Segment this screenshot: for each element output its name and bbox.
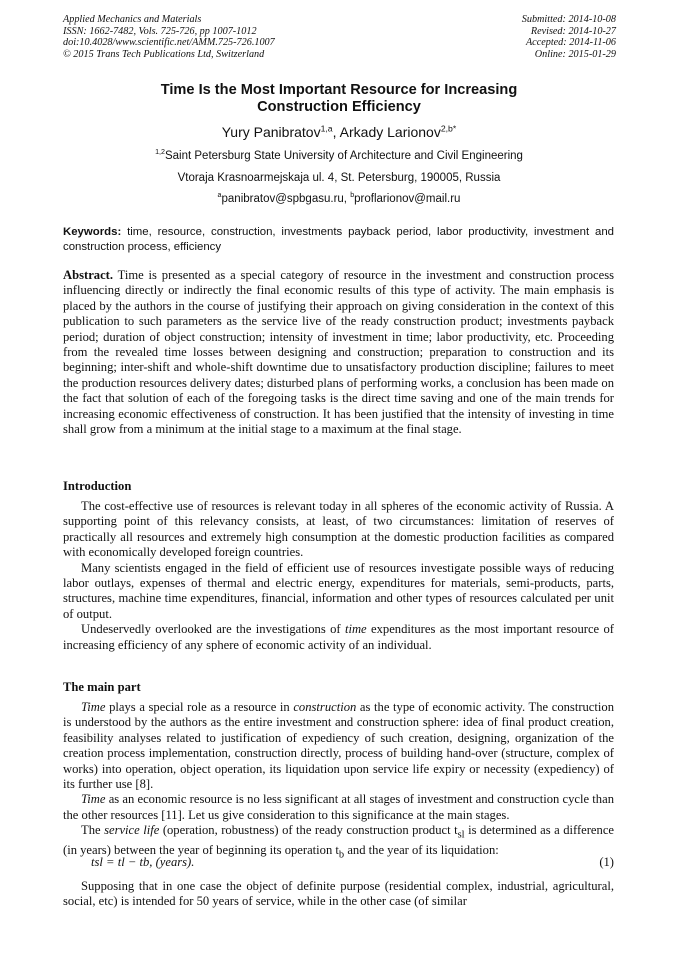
author-emails (60, 192, 618, 206)
doi-line: doi:10.4028/www.scientific.net/AMM.725-726.1007 (63, 37, 275, 48)
email-b[interactable]: proflarionov@mail.ru (354, 193, 461, 205)
abstract-text: Time is presented as a special category of resource in the investment and construction process influencing directly or indirectly the final economic results of this type of activity. The main emphasis is placed by the authors in the course of justifying their approach on giving consideration in the context of this publication to such parameters as the service live of the ready construction product; investments payback period; duration of object construction; intensity of investment in time; labor productivity, etc. Proceeding from the revealed time losses between designing and construction; preparation to construction and its beginning; inter-shift and whole-shift downtime due to unsatisfactory production discipline; failures to meet the production resources delivery dates; disturbed plans of performing works, a conclusion has been made on the fact that solution of each of the foregoing tasks is the direct time saving and one of the main trends for increasing economic effectiveness of construction. It has been justified that the intensity of investing in time shall grow from a minimum at the initial stage to a maximum at the final stage. (63, 268, 614, 437)
email-separator: , (343, 193, 351, 205)
equation-number: (1) (599, 855, 614, 869)
equation-1 (63, 855, 614, 871)
issn-line: ISSN: 1662-7482, Vols. 725-726, pp 1007-1012 (63, 25, 257, 37)
intro-paragraph-2: Many scientists engaged in the field of efficient use of resources investigate possible ways of reducing labor outlays, expenses of thermal and electric energy, expenditures for materials, semi-products, parts, structures, machine time expenditures, financial, information and other types of resources calculated per unit of output. (63, 560, 614, 621)
main-p1-text-b: as the type of economic activity. The construction is understood by the authors as the entire investment and construction sphere: idea of final product creation, feasibility analyses related to justification of expediency of such creation, designing, organization of the creation process implementation, construction directly, process of building hand-over (structure, complex of works) into operation, object operation, its liquidation upon service life expiry or necessity (expediency) of its further use [8]. (63, 700, 614, 792)
main-p3-text-b: (operation, robustness) of the ready construction product t (159, 823, 458, 838)
main-p1-emphasis-1: Time (81, 700, 106, 714)
main-paragraph-1 (63, 700, 614, 792)
email-a-marker: a (217, 191, 222, 200)
author-2: Arkady Larionov (339, 124, 441, 140)
author-1-marker: 1,a (320, 123, 333, 134)
affiliation-marker: 1,2 (155, 148, 165, 157)
author-separator: , (332, 124, 340, 140)
main-part-body (63, 700, 614, 863)
main-p3-text-d: and the year of its liquidation: (344, 843, 499, 858)
main-p2-text: as an economic resource is no less significant at all stages of investment and construction cycle than the other resources [11]. Let us give consideration to this significance at the main stages. (63, 792, 614, 822)
submitted-date: Submitted: 2014-10-08 (521, 14, 616, 25)
main-p2-emphasis: Time (81, 792, 106, 807)
keywords-label: Keywords: (63, 226, 122, 238)
title-line-1: Time Is the Most Important Resource for Increasing (160, 82, 518, 98)
institution-name: Saint Petersburg State University of Architecture and Civil Engineering (164, 150, 523, 162)
main-p3-text-c: is determined as a difference (in years) between the year of beginning its operation t (63, 823, 614, 858)
author-list (60, 124, 618, 141)
intro-p3-emphasis: time (344, 622, 367, 637)
abstract (63, 268, 614, 437)
keywords (63, 225, 614, 255)
journal-info (63, 14, 275, 60)
main-p3-emphasis: service life (104, 823, 160, 838)
publication-dates (522, 14, 616, 60)
intro-p3-start: Undeservedly overlooked are the investigations of (81, 622, 345, 637)
main-p1-text-a: plays a special role as a resource in (105, 700, 294, 714)
author-2-marker: 2,b* (440, 123, 457, 134)
main-p3-subscript-sl: sl (457, 829, 465, 841)
intro-p3-end: expenditures as the most important resource of increasing efficiency of any sphere of economic activity of an individual. (63, 622, 614, 652)
section-heading-introduction: Introduction (63, 479, 132, 493)
intro-paragraph-3 (63, 622, 614, 653)
main-p1-emphasis-2: construction (293, 700, 357, 714)
copyright-line: © 2015 Trans Tech Publications Ltd, Switzerland (63, 48, 265, 60)
main-paragraph-4: Supposing that in one case the object of definite purpose (residential complex, industrial, agricultural, social, etc) is intended for 50 years of service, while in the other case (of similar (63, 879, 614, 909)
keywords-text: time, resource, construction, investments payback period, labor productivity, investment and construction process, efficiency (63, 226, 614, 253)
journal-name: Applied Mechanics and Materials (63, 14, 202, 25)
section-heading-main-part: The main part (63, 680, 141, 694)
introduction-body (63, 499, 614, 653)
affiliation-address: Vtoraja Krasnoarmejskaja ul. 4, St. Petersburg, 190005, Russia (177, 172, 501, 184)
email-b-marker: b (350, 191, 355, 200)
intro-paragraph-1: The cost-effective use of resources is relevant today in all spheres of the economic activity of Russia. A supporting point of this relevancy consists, at least, of two circumstances: limitation of reserves of practically all resources and extremely high consumption at the domestic production facilities as compared with economically developed foreign countries. (63, 499, 614, 560)
abstract-label: Abstract. (63, 268, 114, 282)
revised-date: Revised: 2014-10-27 (530, 25, 616, 37)
main-p3-subscript-b: b (338, 849, 345, 861)
main-paragraph-2 (63, 792, 614, 823)
paper-title (60, 82, 618, 116)
main-p3-text-a: The (81, 823, 105, 838)
affiliation-institution (60, 149, 618, 163)
online-date: Online: 2015-01-29 (534, 48, 616, 60)
accepted-date: Accepted: 2014-11-06 (525, 37, 616, 48)
equation-formula: tsl = tl − tb, (years). (91, 855, 195, 869)
title-line-2: Construction Efficiency (257, 99, 421, 115)
main-part-continued (63, 879, 614, 910)
author-1: Yury Panibratov (221, 124, 321, 140)
email-a[interactable]: panibratov@spbgasu.ru (221, 193, 344, 205)
